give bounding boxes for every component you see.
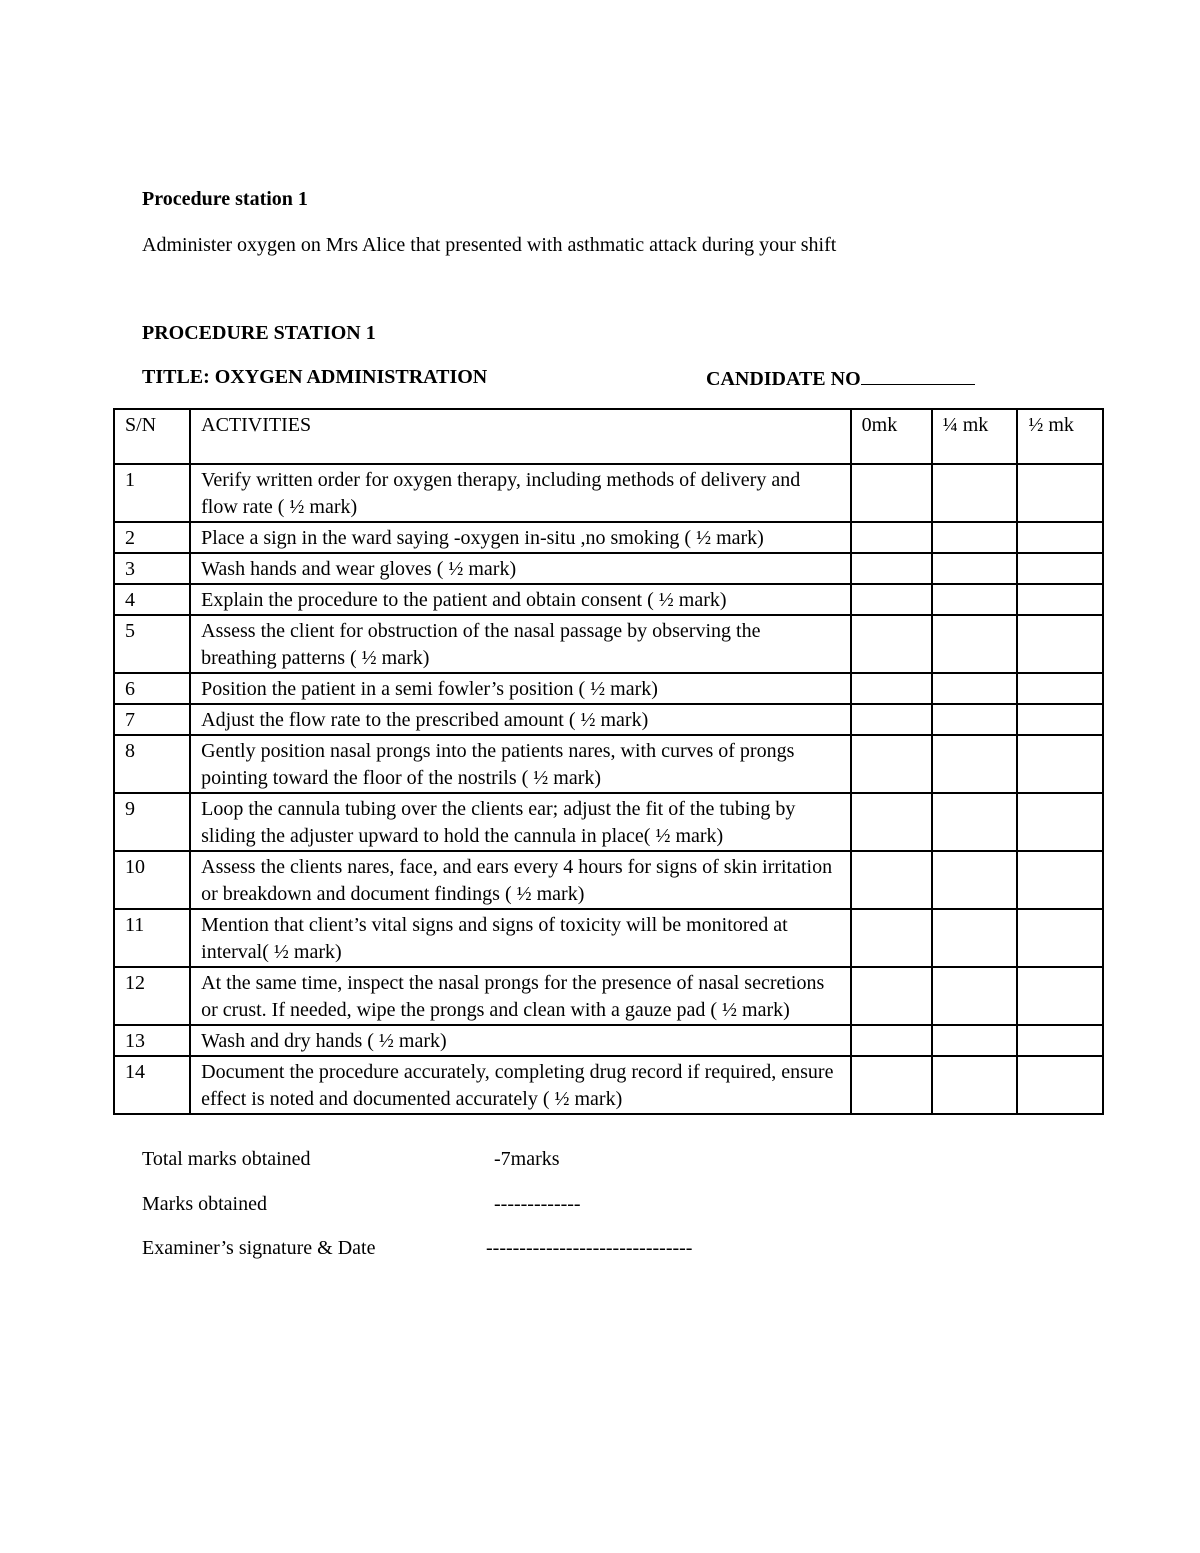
table-row [114,735,1103,793]
column-header-quarter-mk: ¼ mk [932,409,1018,464]
station-heading: PROCEDURE STATION 1 [142,322,376,344]
table-row [114,553,1103,584]
row-activity: Wash and dry hands ( ½ mark) [190,1025,851,1056]
table-row [114,793,1103,851]
score-cell-half-mk [1017,464,1103,522]
column-header-activities: ACTIVITIES [190,409,851,464]
row-sn: 7 [114,704,190,735]
score-cell-half-mk [1017,704,1103,735]
score-cell-0mk [851,851,932,909]
row-activity: Assess the client for obstruction of the nasal passage by observing the breathing patterns ( ½ mark) [190,615,851,673]
row-activity: Loop the cannula tubing over the clients ear; adjust the fit of the tubing by sliding the adjuster upward to hold the cannula in place( ½ mark) [190,793,851,851]
table-row [114,909,1103,967]
score-cell-0mk [851,1025,932,1056]
table-row [114,1025,1103,1056]
table-row [114,522,1103,553]
row-activity: Gently position nasal prongs into the patients nares, with curves of prongs pointing toward the floor of the nostrils ( ½ mark) [190,735,851,793]
score-cell-half-mk [1017,1025,1103,1056]
column-header-0mk: 0mk [851,409,932,464]
row-activity: Position the patient in a semi fowler’s position ( ½ mark) [190,673,851,704]
table-row [114,967,1103,1025]
score-cell-0mk [851,1056,932,1114]
procedure-title: TITLE: OXYGEN ADMINISTRATION [142,366,488,388]
score-cell-0mk [851,793,932,851]
score-cell-half-mk [1017,615,1103,673]
row-sn: 14 [114,1056,190,1114]
row-sn: 10 [114,851,190,909]
score-cell-quarter-mk [932,1056,1018,1114]
score-cell-half-mk [1017,522,1103,553]
score-cell-half-mk [1017,793,1103,851]
score-cell-half-mk [1017,1056,1103,1114]
score-cell-quarter-mk [932,1025,1018,1056]
row-activity: Wash hands and wear gloves ( ½ mark) [190,553,851,584]
score-cell-quarter-mk [932,673,1018,704]
candidate-label: CANDIDATE NO [706,368,861,390]
table-row [114,464,1103,522]
score-cell-0mk [851,553,932,584]
column-header-half-mk: ½ mk [1017,409,1103,464]
score-cell-0mk [851,967,932,1025]
score-cell-half-mk [1017,735,1103,793]
row-sn: 1 [114,464,190,522]
row-sn: 2 [114,522,190,553]
column-header-sn: S/N [114,409,190,464]
score-cell-quarter-mk [932,735,1018,793]
scenario-text: Administer oxygen on Mrs Alice that presented with asthmatic attack during your shift [142,234,837,256]
row-activity: Explain the procedure to the patient and obtain consent ( ½ mark) [190,584,851,615]
table-header-row [114,409,1103,464]
marks-obtained-label: Marks obtained [142,1193,267,1215]
table-row [114,704,1103,735]
row-activity: At the same time, inspect the nasal prongs for the presence of nasal secretions or crust. If needed, wipe the prongs and clean with a gauze pad ( ½ mark) [190,967,851,1025]
score-cell-half-mk [1017,673,1103,704]
score-cell-half-mk [1017,584,1103,615]
row-sn: 5 [114,615,190,673]
score-cell-0mk [851,615,932,673]
table-row [114,851,1103,909]
score-cell-0mk [851,584,932,615]
table-row [114,673,1103,704]
row-sn: 9 [114,793,190,851]
candidate-number [706,366,975,391]
score-cell-half-mk [1017,967,1103,1025]
score-cell-quarter-mk [932,967,1018,1025]
score-cell-0mk [851,909,932,967]
row-activity: Mention that client’s vital signs and signs of toxicity will be monitored at interval( ½ mark) [190,909,851,967]
procedure-heading: Procedure station 1 [142,188,308,210]
row-sn: 12 [114,967,190,1025]
row-activity: Assess the clients nares, face, and ears every 4 hours for signs of skin irritation or breakdown and document findings ( ½ mark) [190,851,851,909]
row-activity: Verify written order for oxygen therapy, including methods of delivery and flow rate ( ½ mark) [190,464,851,522]
row-sn: 3 [114,553,190,584]
row-sn: 4 [114,584,190,615]
total-marks-label: Total marks obtained [142,1148,311,1170]
score-cell-quarter-mk [932,615,1018,673]
table-row [114,584,1103,615]
score-cell-quarter-mk [932,522,1018,553]
score-cell-quarter-mk [932,851,1018,909]
score-cell-0mk [851,704,932,735]
row-sn: 11 [114,909,190,967]
score-cell-quarter-mk [932,464,1018,522]
row-sn: 13 [114,1025,190,1056]
score-cell-0mk [851,522,932,553]
marks-obtained-value: ------------- [494,1193,581,1215]
row-sn: 8 [114,735,190,793]
examiner-signature-label: Examiner’s signature & Date [142,1237,376,1259]
row-activity: Document the procedure accurately, completing drug record if required, ensure effect is noted and documented accurately ( ½ mark) [190,1056,851,1114]
candidate-blank [861,366,975,385]
total-marks-value: -7marks [494,1148,560,1170]
score-cell-half-mk [1017,909,1103,967]
score-cell-0mk [851,735,932,793]
checklist-table [113,408,1104,1115]
score-cell-quarter-mk [932,909,1018,967]
score-cell-quarter-mk [932,704,1018,735]
score-cell-quarter-mk [932,793,1018,851]
score-cell-half-mk [1017,851,1103,909]
row-activity: Adjust the flow rate to the prescribed amount ( ½ mark) [190,704,851,735]
score-cell-0mk [851,673,932,704]
examiner-signature-value: ------------------------------- [486,1237,693,1259]
score-cell-quarter-mk [932,584,1018,615]
row-sn: 6 [114,673,190,704]
score-cell-quarter-mk [932,553,1018,584]
score-cell-half-mk [1017,553,1103,584]
table-row [114,1056,1103,1114]
row-activity: Place a sign in the ward saying -oxygen in-situ ,no smoking ( ½ mark) [190,522,851,553]
score-cell-0mk [851,464,932,522]
table-row [114,615,1103,673]
